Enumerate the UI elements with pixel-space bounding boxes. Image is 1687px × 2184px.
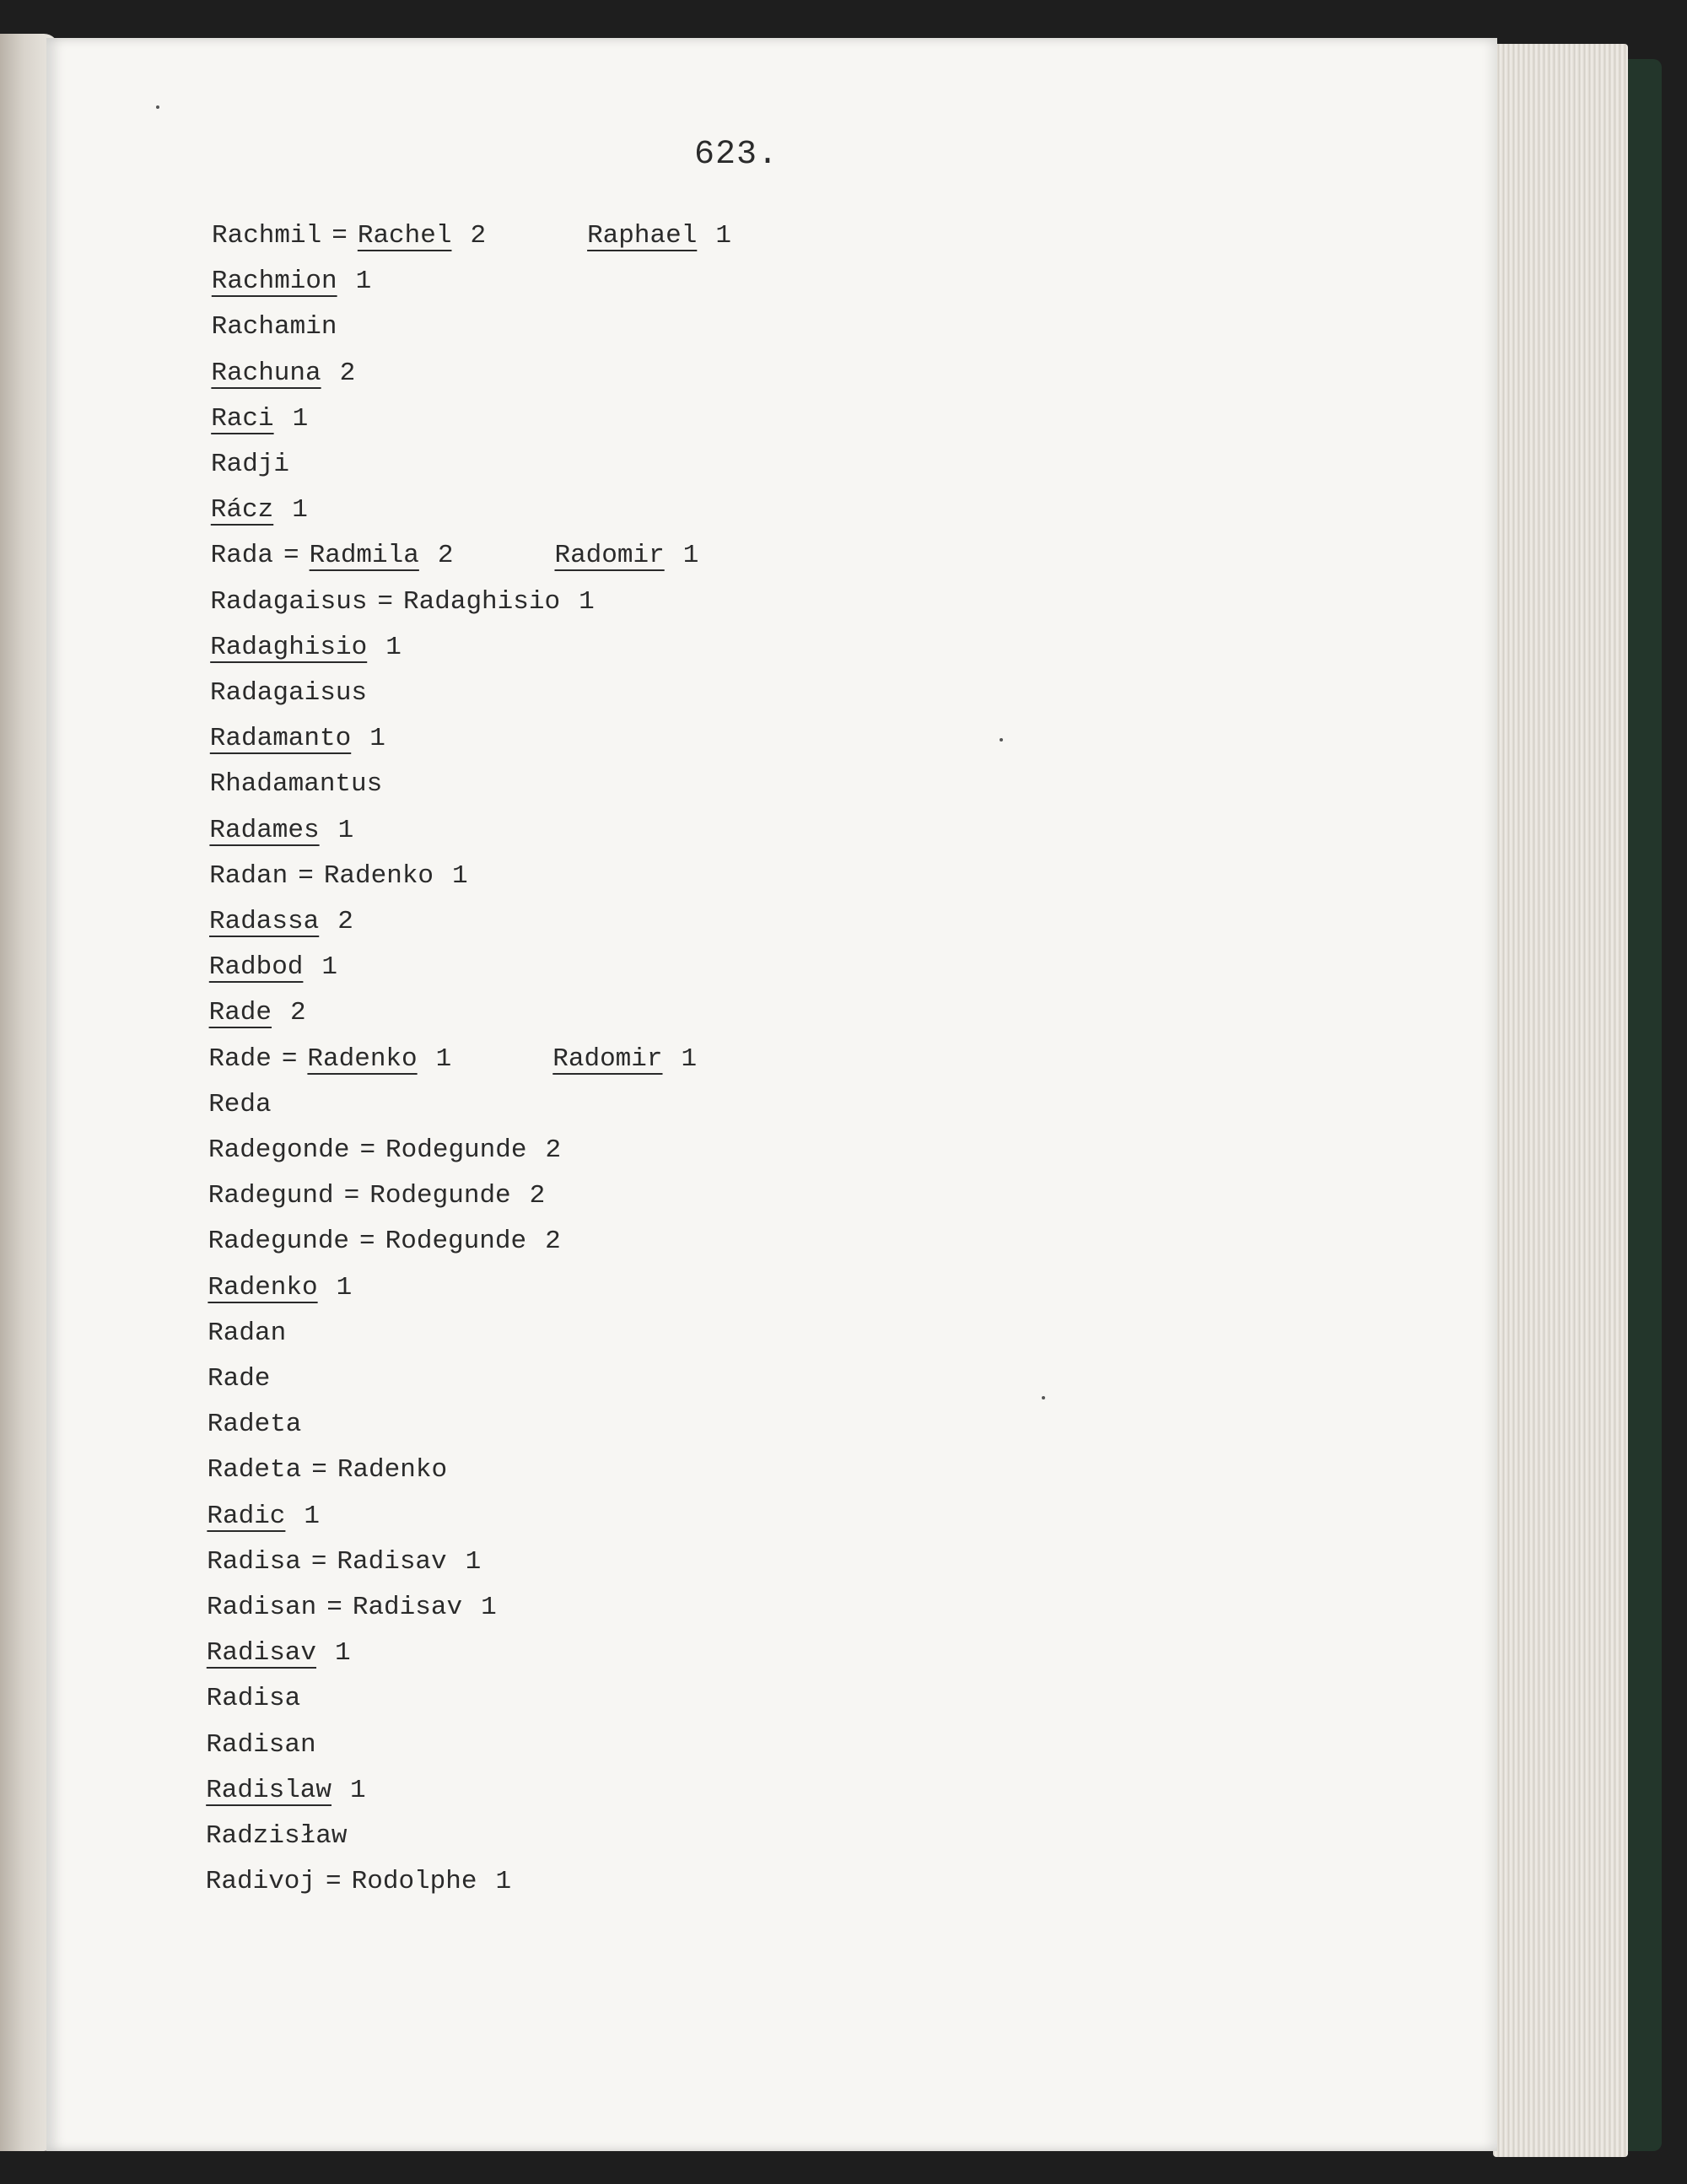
entry-name: Radagaisus [210,586,368,617]
entry-alt-name: Radomir [554,541,665,571]
entry-name: Radivoj [205,1867,316,1897]
entry-name: Radegund [208,1181,334,1211]
entry-name: Rade [208,1043,272,1074]
name-entry [208,1225,561,1259]
name-entry [209,996,306,1030]
entry-name: Radisav [206,1638,317,1669]
equals-sign: = [281,1043,298,1074]
entry-name: Radislaw [206,1775,332,1805]
entry-count: 1 [336,1272,353,1302]
entry-name: Radaghisio [210,632,368,662]
entry-count: 1 [435,1043,452,1074]
entry-name: Radisa [206,1684,301,1714]
page-number: 623. [694,136,779,174]
entry-count: 1 [465,1546,482,1577]
entry-name: Reda [208,1089,272,1119]
equals-sign: = [343,1181,360,1211]
entry-count: 2 [339,358,356,388]
entry-name: Radisan [206,1729,316,1760]
name-entry [208,1453,447,1487]
name-entry [211,448,289,482]
entry-count: 1 [321,952,338,983]
entry-name: Radames [209,815,320,845]
name-entry [206,1728,315,1762]
entry-count: 2 [470,221,487,251]
name-entry [208,1408,302,1442]
entry-name: Raci [211,403,274,434]
entry-count: 1 [337,815,354,845]
entry-count: 1 [304,1501,321,1531]
entry-count: 1 [355,267,372,297]
equals-sign: = [311,1455,327,1486]
entry-name: Radisan [207,1593,317,1622]
entry-name: Radagaisus [210,678,368,708]
entry-name: Radisa [207,1546,301,1577]
entry-target: Radisav [352,1593,463,1622]
entry-name: Radji [211,450,290,479]
entry-name: Rachamin [211,312,337,342]
equals-sign: = [298,860,314,891]
name-entry [211,357,355,391]
name-entry [209,951,337,984]
name-entry [210,722,385,756]
name-entry [210,677,367,710]
entry-target: Radenko [307,1043,418,1074]
entry-name: Rachuna [211,358,321,388]
entry-name: Radzisław [206,1821,348,1851]
entry-count: 1 [452,860,468,891]
name-entry [210,631,402,665]
entry-name: Radenko [208,1272,318,1302]
name-entry [208,1362,270,1396]
name-entry [210,768,383,801]
entry-name: Radic [207,1501,286,1531]
entry-count: 2 [437,541,454,571]
name-entry [206,1820,347,1853]
equals-sign: = [326,1867,342,1897]
name-entry [209,860,467,893]
name-entry [212,265,371,299]
name-entry [207,1637,351,1670]
entry-alt-count: 1 [715,221,731,251]
entry-count: 2 [545,1227,561,1257]
dust-speck [156,105,159,109]
entry-count: 1 [369,724,385,754]
entry-name: Radeta [207,1410,302,1440]
name-entry [208,1134,561,1167]
name-entry [207,1591,497,1625]
name-entry [209,814,353,848]
entry-name: Radegonde [208,1135,350,1165]
entry-name: Radan [208,1318,287,1348]
entry-count: 2 [337,907,353,936]
name-entry [208,1088,271,1122]
name-entry [212,219,731,253]
equals-sign: = [331,221,348,251]
entry-name: Radbod [208,952,304,983]
entry-name: Radan [209,860,288,891]
entry-count: 1 [335,1638,351,1669]
name-entry [211,493,308,527]
entry-count: 1 [579,586,595,617]
name-entry [208,1271,352,1305]
entry-target: Radmila [309,541,419,571]
name-entry [208,1317,286,1351]
entry-count: 1 [350,1775,366,1805]
equals-sign: = [310,1546,327,1577]
entry-target: Radaghisio [403,586,561,617]
equals-sign: = [326,1593,342,1622]
name-entry [206,1774,365,1808]
equals-sign: = [359,1227,375,1257]
name-entry [211,539,699,573]
equals-sign: = [377,586,394,617]
equals-sign: = [283,541,299,571]
entry-count: 2 [290,998,306,1028]
entry-target: Rodolphe [351,1867,477,1897]
entry-name: Rácz [210,495,274,526]
entry-count: 2 [545,1135,562,1165]
name-entry [208,1179,545,1213]
entry-name: Radegunde [208,1227,350,1257]
entry-name: Radamanto [209,724,352,754]
entry-target: Radisav [337,1546,447,1577]
entry-count: 1 [481,1593,497,1622]
entry-target: Radenko [337,1455,448,1486]
entry-name: Rachmil [212,221,322,251]
page [46,38,1497,2151]
equals-sign: = [359,1135,376,1165]
entry-target: Rodegunde [385,1135,527,1165]
entry-count: 1 [292,403,309,434]
entry-name: Rada [210,541,274,571]
entry-alt-count: 1 [681,1043,698,1074]
name-entry [207,1500,320,1534]
entry-name: Radeta [207,1455,302,1486]
name-entry [209,905,353,939]
entry-name: Radassa [209,907,320,936]
entry-alt-name: Raphael [587,221,698,251]
entry-alt-count: 1 [682,541,699,571]
entry-name: Rade [208,998,272,1028]
name-entry [206,1865,511,1899]
name-entry [210,585,594,619]
name-entry [207,1682,301,1716]
dust-speck [1000,738,1003,741]
entry-count: 1 [495,1867,512,1897]
page-edges [1493,44,1628,2157]
entry-target: Rachel [357,221,452,251]
entry-alt-name: Radomir [552,1043,663,1074]
entry-count: 1 [385,632,402,662]
entry-target: Radenko [323,860,434,891]
entry-target: Rodegunde [385,1227,527,1257]
entry-count: 2 [529,1181,546,1211]
entry-name: Rachmion [211,267,337,297]
entry-name: Rhadamantus [209,769,383,800]
entry-target: Rodegunde [369,1181,511,1211]
name-entry [211,402,308,436]
dust-speck [1042,1396,1045,1399]
entry-count: 1 [292,495,308,526]
name-entry [208,1043,697,1076]
name-entry [212,310,337,344]
name-entry [207,1545,481,1579]
entry-name: Rade [208,1364,271,1394]
